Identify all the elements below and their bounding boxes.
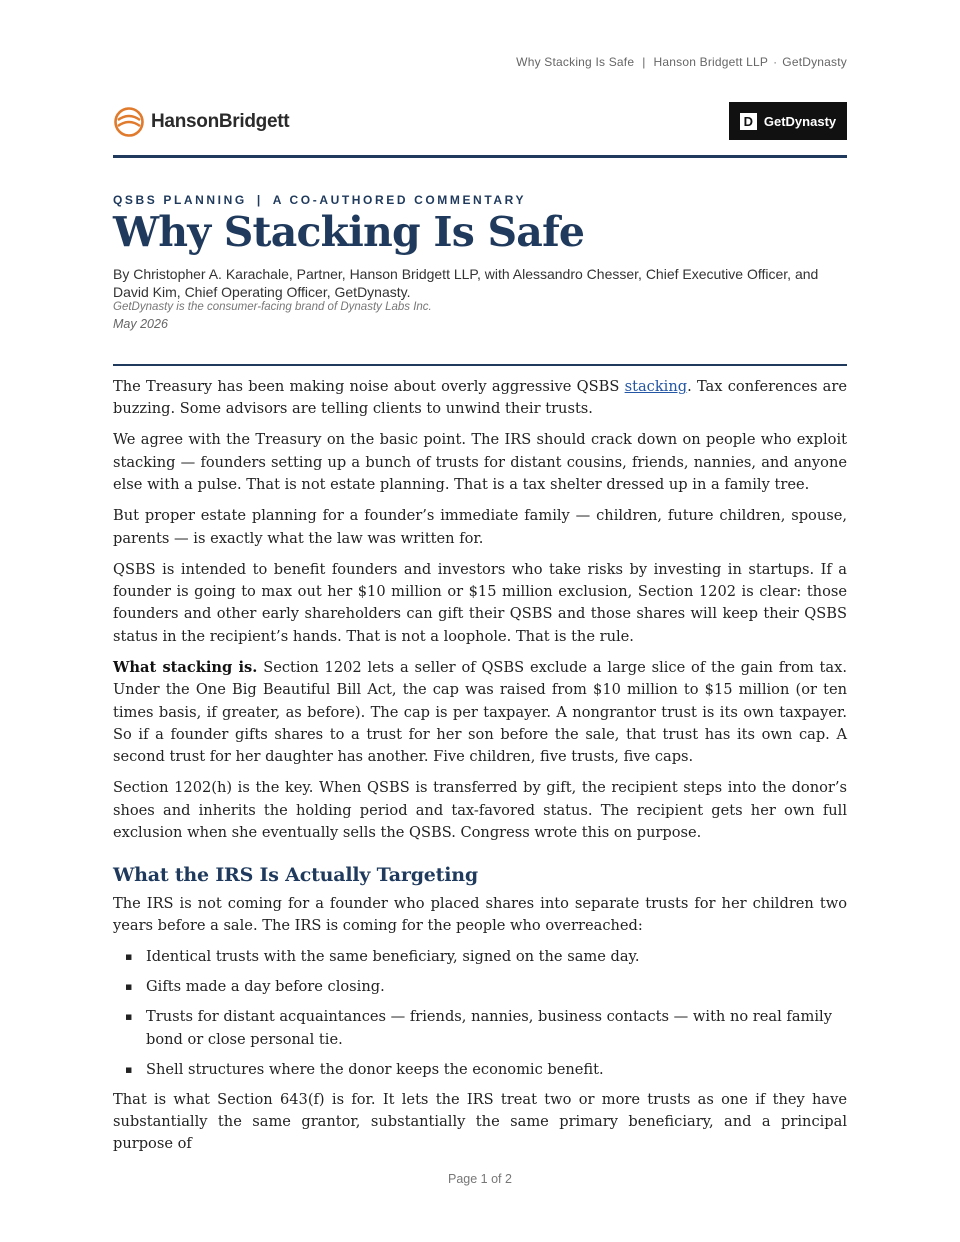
- stacking-link[interactable]: stacking: [624, 378, 688, 395]
- hanson-bridgett-logo-icon: [113, 106, 145, 138]
- header-dot: ·: [773, 55, 778, 69]
- paragraph-6: Section 1202(h) is the key. When QSBS is transferred by gift, the recipient steps into the donor’s shoes and inherits the holding period and tax-favored status. The recipient gets her own full exclusion when she eventually sells the QSBS. Congress wrote this on purpose.: [113, 779, 847, 842]
- paragraph-3: But proper estate planning for a founder’s immediate family — children, future children, spouse, parents — is exactly what the law was written for.: [113, 507, 847, 547]
- header-doc-title: Why Stacking Is Safe: [516, 55, 635, 69]
- byline: By Christopher A. Karachale, Partner, Hanson Bridgett LLP, with Alessandro Chesser, Chief Executive Officer, and David Kim, Chief Operating Officer, GetDynasty.: [113, 266, 819, 300]
- paragraph-1-text: The Treasury has been making noise about overly aggressive QSBS: [113, 378, 625, 395]
- list-item: [113, 976, 847, 998]
- kicker: [113, 193, 526, 207]
- page-title: Why Stacking Is Safe: [113, 208, 585, 256]
- list-item-text: Identical trusts with the same beneficiary, signed on the same day.: [146, 948, 640, 966]
- targets-list: [113, 946, 847, 1081]
- paragraph-1-text-end: . Tax conferences are buzzing. Some advisors are telling clients to unwind their trusts.: [113, 378, 847, 418]
- paragraph-5: [113, 657, 847, 769]
- header-rule: [113, 155, 847, 158]
- section-heading: What the IRS Is Actually Targeting: [113, 863, 478, 886]
- header-separator: |: [642, 55, 646, 69]
- publication-date: May 2026: [113, 317, 168, 331]
- list-item: [113, 1006, 847, 1051]
- paragraph-2: We agree with the Treasury on the basic point. The IRS should crack down on people who exploit stacking — founders setting up a bunch of trusts for distant cousins, friends, nannies, and anyone else with a pulse. That is not estate planning. That is a tax shelter dressed up in a family tree.: [113, 431, 847, 494]
- list-item-text: Shell structures where the donor keeps the economic benefit.: [146, 1060, 604, 1078]
- paragraph-4: QSBS is intended to benefit founders and investors who take risks by investing in startups. If a founder is going to max out her $10 million or $15 million exclusion, Section 1202 is clear: those founders and other early shareholders can gift their QSBS and those shares will keep their QSBS status in the recipient’s hands. That is not a loophole. That is the rule.: [113, 560, 847, 645]
- bullet-icon: ▪: [125, 1062, 133, 1076]
- bullet-icon: ▪: [125, 980, 133, 994]
- hanson-bridgett-logo: [113, 104, 289, 140]
- getdynasty-logo: [729, 102, 847, 140]
- paragraph-1: [113, 376, 847, 421]
- section-rule: [113, 364, 847, 366]
- list-item-text: Gifts made a day before closing.: [146, 978, 385, 996]
- kicker-topic: QSBS PLANNING: [113, 193, 247, 207]
- list-item: [113, 1059, 847, 1081]
- article-body: [113, 376, 847, 1164]
- paragraph-8: That is what Section 643(f) is for. It lets the IRS treat two or more trusts as one if they have substantially the same grantor, substantially the same primary beneficiary, and a principal purpose of: [113, 1090, 847, 1153]
- list-item: [113, 946, 847, 968]
- paragraph-5-text: Section 1202 lets a seller of QSBS exclude a large slice of the gain from tax. Under the One Big Beautiful Bill Act, the cap was raised from $10 million to $15 million (or ten times basis, if greater, as before). The cap is per taxpayer. A nongrantor trust is its own taxpayer. So if a founder gifts shares to a trust for her son before the sale, that trust has its own cap. A second trust for her daughter has another. Five children, five trusts, five caps.: [113, 658, 847, 766]
- getdynasty-logo-icon: D: [740, 113, 757, 130]
- bullet-icon: ▪: [125, 1010, 133, 1024]
- hanson-bridgett-wordmark: HansonBridgett: [151, 111, 290, 132]
- getdynasty-wordmark: GetDynasty: [763, 113, 837, 129]
- header-partner: GetDynasty: [782, 55, 847, 69]
- paragraph-5-lead: What stacking is.: [113, 658, 258, 676]
- kicker-separator: |: [256, 193, 263, 207]
- kicker-type: A CO-AUTHORED COMMENTARY: [272, 193, 527, 207]
- bullet-icon: ▪: [125, 950, 133, 964]
- brand-note: GetDynasty is the consumer-facing brand of Dynasty Labs Inc.: [113, 301, 432, 313]
- header-firm: Hanson Bridgett LLP: [653, 55, 769, 69]
- paragraph-7: The IRS is not coming for a founder who placed shares into separate trusts for her children two years before a sale. The IRS is coming for the people who overreached:: [113, 894, 847, 935]
- page-number: Page 1 of 2: [448, 1172, 512, 1186]
- list-item-text: Trusts for distant acquaintances — friends, nannies, business contacts — with no real family bond or close personal tie.: [146, 1008, 832, 1048]
- running-header: [516, 55, 847, 69]
